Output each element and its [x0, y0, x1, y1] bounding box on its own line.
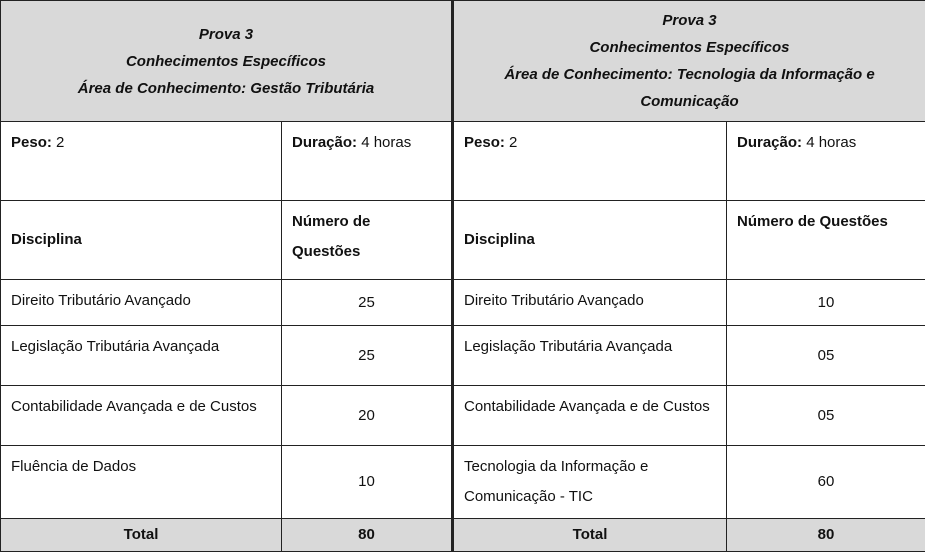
left-area: Área de Conhecimento: Gestão Tributária — [11, 75, 441, 102]
questoes-cell: 25 — [282, 326, 453, 386]
questoes-cell: 10 — [282, 446, 453, 519]
peso-value: 2 — [56, 134, 64, 151]
table-row — [1, 446, 925, 519]
peso-label: Peso: — [11, 134, 52, 151]
column-header-disciplina: Disciplina — [464, 231, 535, 248]
left-header — [1, 1, 453, 122]
questoes-cell: 25 — [282, 280, 453, 326]
total-value: 80 — [282, 519, 453, 552]
left-duracao — [282, 122, 453, 201]
duracao-label: Duração: — [292, 134, 357, 151]
total-row — [1, 519, 925, 552]
disciplina-cell: Tecnologia da Informação e Comunicação - TIC — [453, 446, 727, 519]
table-row — [1, 386, 925, 446]
right-subtitle: Conhecimentos Específicos — [464, 34, 915, 61]
questoes-cell: 60 — [727, 446, 925, 519]
right-area: Área de Conhecimento: Tecnologia da Informação e Comunicação — [464, 61, 915, 115]
questoes-cell: 05 — [727, 326, 925, 386]
disciplina-cell: Direito Tributário Avançado — [1, 280, 282, 326]
total-label: Total — [1, 519, 282, 552]
left-title: Prova 3 — [11, 21, 441, 48]
column-header-disciplina: Disciplina — [11, 231, 82, 248]
total-value: 80 — [727, 519, 925, 552]
questoes-cell: 10 — [727, 280, 925, 326]
disciplina-cell: Legislação Tributária Avançada — [1, 326, 282, 386]
peso-label: Peso: — [464, 134, 505, 151]
duracao-value: 4 horas — [806, 134, 856, 151]
right-title: Prova 3 — [464, 7, 915, 34]
disciplina-cell: Contabilidade Avançada e de Custos — [1, 386, 282, 446]
left-subtitle: Conhecimentos Específicos — [11, 48, 441, 75]
disciplina-cell: Contabilidade Avançada e de Custos — [453, 386, 727, 446]
right-duracao — [727, 122, 925, 201]
left-peso — [1, 122, 282, 201]
right-peso — [453, 122, 727, 201]
column-header-questoes: Número de Questões — [292, 213, 370, 260]
questoes-cell: 20 — [282, 386, 453, 446]
disciplina-cell: Legislação Tributária Avançada — [453, 326, 727, 386]
questoes-cell: 05 — [727, 386, 925, 446]
peso-value: 2 — [509, 134, 517, 151]
column-header-questoes: Número de Questões — [737, 213, 888, 230]
total-label: Total — [453, 519, 727, 552]
duracao-label: Duração: — [737, 134, 802, 151]
disciplina-cell: Fluência de Dados — [1, 446, 282, 519]
disciplina-cell: Direito Tributário Avançado — [453, 280, 727, 326]
duracao-value: 4 horas — [361, 134, 411, 151]
table-row — [1, 280, 925, 326]
right-header — [453, 1, 925, 122]
table-row — [1, 326, 925, 386]
